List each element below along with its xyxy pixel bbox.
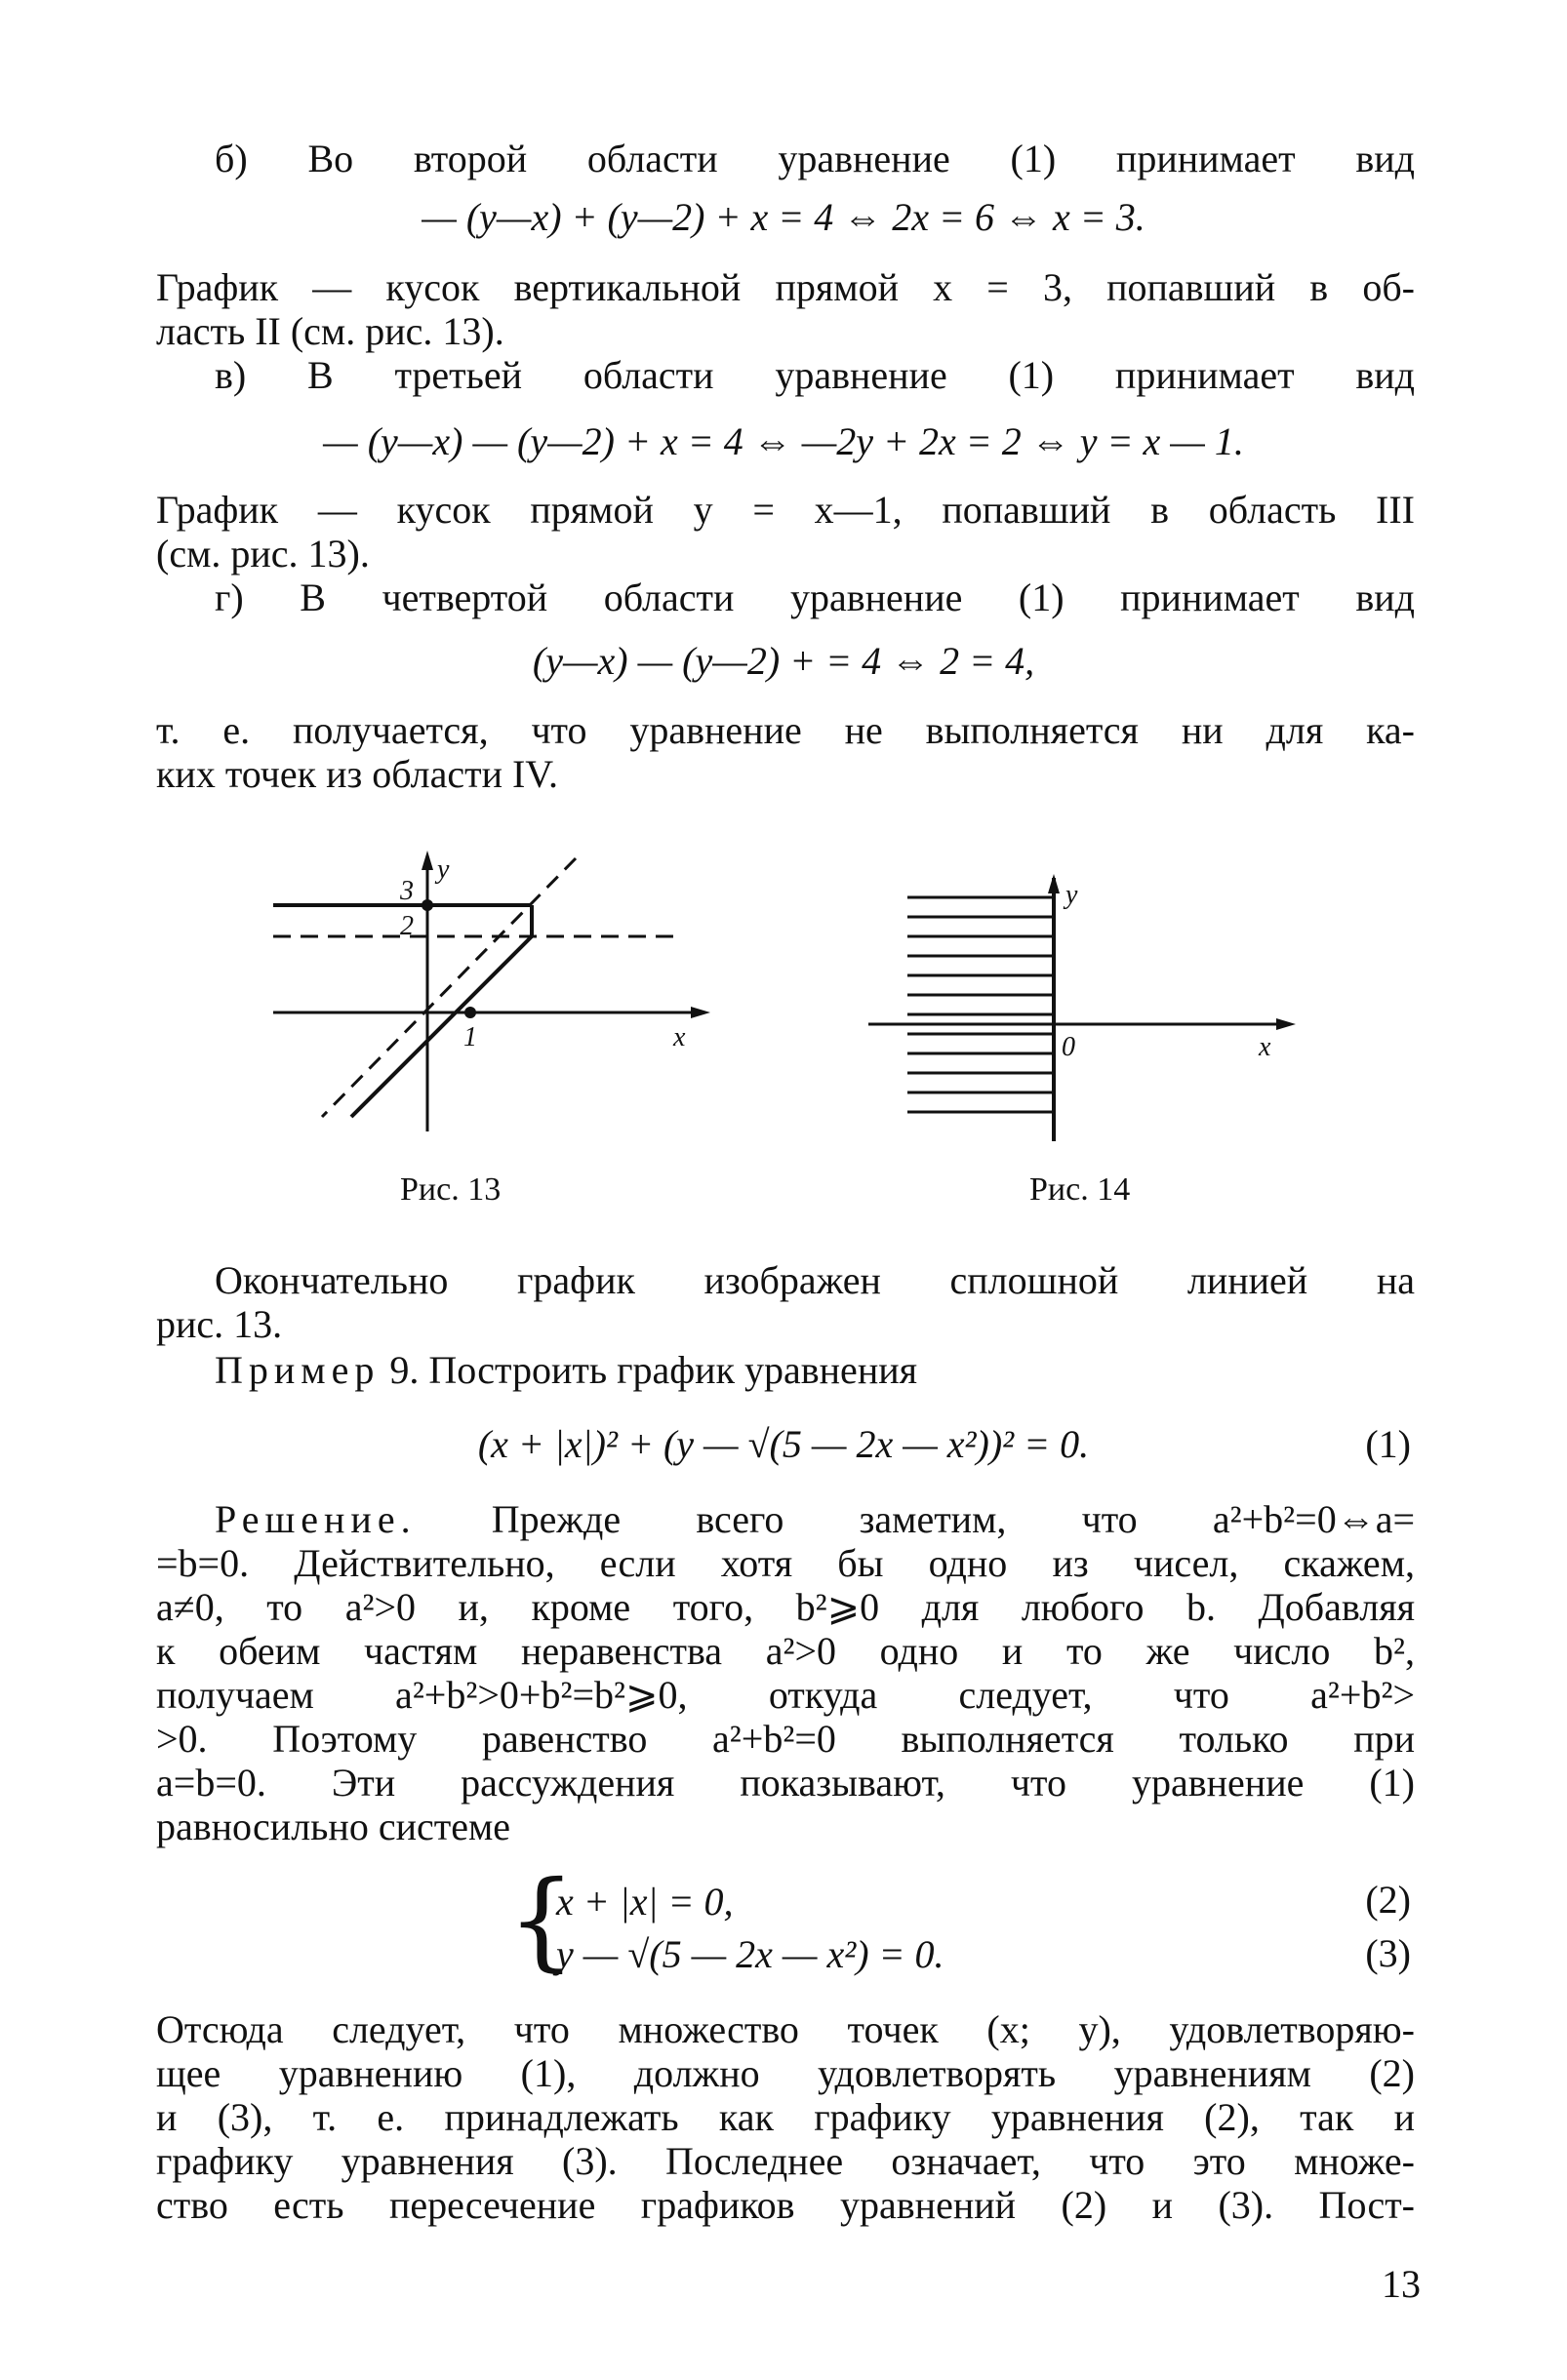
solution-line1-text: Прежде всего заметим, что a²+b²=0⇔a= bbox=[491, 1497, 1416, 1541]
system-equation-2: x + |x| = 0, bbox=[556, 1880, 734, 1924]
fig14-x-arrow bbox=[1276, 1018, 1296, 1030]
final-graph-line2: рис. 13. bbox=[156, 1302, 283, 1346]
item-g-text: г) В четвертой области уравнение (1) принимает вид bbox=[215, 575, 1415, 619]
equation-1: (x + |x|)² + (y — √(5 — 2x — x²))² = 0. bbox=[477, 1422, 1090, 1466]
graph-desc-3-line2: (см. рис. 13). bbox=[156, 532, 370, 575]
graph-desc-2-line2: ласть II (см. рис. 13). bbox=[156, 309, 504, 353]
solution-line8: равносильно системе bbox=[156, 1805, 511, 1848]
conclusion-4-line2: ких точек из области IV. bbox=[156, 752, 559, 796]
system-brace: { bbox=[507, 1857, 576, 1982]
fig13-dashed-diagonal bbox=[322, 858, 576, 1117]
formula-region-2: — (y—x) + (y—2) + x = 4 ⇔ 2x = 6 ⇔ x = 3. bbox=[422, 195, 1145, 239]
solution-line1 bbox=[215, 1497, 1415, 1541]
formula-region-4: (y—x) — (y—2) + = 4 ⇔ 2 = 4, bbox=[532, 639, 1035, 683]
formula-region-3: — (y—x) — (y—2) + x = 4 ⇔ —2y + 2x = 2 ⇔ y = x — 1. bbox=[323, 419, 1244, 463]
fig13-y-arrow bbox=[422, 851, 433, 870]
fig13-y-label: y bbox=[437, 854, 450, 885]
solution-label: Решение. bbox=[215, 1497, 417, 1541]
fig13-tick-2: 2 bbox=[400, 911, 414, 941]
equation-2-number: (2) bbox=[1365, 1878, 1411, 1922]
fig14-y-label: y bbox=[1065, 880, 1078, 910]
example-9-heading bbox=[215, 1348, 1415, 1392]
fig14-y-arrow bbox=[1048, 874, 1060, 893]
figure-14-caption: Рис. 14 bbox=[1029, 1171, 1131, 1208]
closing-line4: графику уравнения (3). Последнее означает, что это множе- bbox=[156, 2139, 1415, 2183]
conclusion-4-line1: т. е. получается, что уравнение не выполняется ни для ка- bbox=[156, 708, 1415, 752]
item-v-text: в) В третьей области уравнение (1) принимает вид bbox=[215, 353, 1415, 397]
fig13-point-1-0 bbox=[464, 1007, 476, 1018]
closing-line2: щее уравнению (1), должно удовлетворять уравнениям (2) bbox=[156, 2051, 1415, 2095]
item-b-text: б) Во второй области уравнение (1) принимает вид bbox=[215, 137, 1415, 180]
solution-line2: =b=0. Действительно, если хотя бы одно из чисел, скажем, bbox=[156, 1541, 1415, 1585]
solution-line7: a=b=0. Эти рассуждения показывают, что уравнение (1) bbox=[156, 1761, 1415, 1805]
equation-1-number: (1) bbox=[1365, 1422, 1411, 1466]
graph-desc-2-line1: График — кусок вертикальной прямой x = 3, попавший в об- bbox=[156, 265, 1415, 309]
fig13-x-label: x bbox=[673, 1022, 686, 1052]
example-label: Пример bbox=[215, 1348, 381, 1392]
solution-line6: >0. Поэтому равенство a²+b²=0 выполняется только при bbox=[156, 1717, 1415, 1761]
figure-13 bbox=[254, 839, 722, 1151]
fig13-line-y-x-1 bbox=[351, 936, 532, 1117]
fig13-point-0-3 bbox=[422, 899, 433, 911]
closing-line5: ство есть пересечение графиков уравнений (2) и (3). Пост- bbox=[156, 2183, 1415, 2227]
closing-line3: и (3), т. е. принадлежать как графику уравнения (2), так и bbox=[156, 2095, 1415, 2139]
example-text: 9. Построить график уравнения bbox=[389, 1348, 918, 1392]
fig14-origin-label: 0 bbox=[1062, 1032, 1075, 1062]
fig13-tick-3: 3 bbox=[400, 876, 414, 906]
figure-14 bbox=[859, 868, 1307, 1151]
fig14-x-label: x bbox=[1259, 1032, 1271, 1062]
equation-system bbox=[507, 1857, 1093, 1982]
solution-line5: получаем a²+b²>0+b²=b²⩾0, откуда следует, что a²+b²> bbox=[156, 1673, 1415, 1717]
system-equation-3: y — √(5 — 2x — x²) = 0. bbox=[556, 1932, 944, 1976]
graph-desc-3-line1: График — кусок прямой y = x—1, попавший в область III bbox=[156, 488, 1415, 532]
fig13-tick-1: 1 bbox=[463, 1022, 477, 1052]
fig14-hatched-region bbox=[907, 897, 1054, 1112]
closing-line1: Отсюда следует, что множество точек (x; y), удовлетворяю- bbox=[156, 2007, 1415, 2051]
fig13-x-arrow bbox=[691, 1007, 710, 1018]
solution-line3: a≠0, то a²>0 и, кроме того, b²⩾0 для любого b. Добавляя bbox=[156, 1585, 1415, 1629]
equation-3-number: (3) bbox=[1365, 1931, 1411, 1975]
page-number: 13 bbox=[1382, 2262, 1421, 2306]
solution-line4: к обеим частям неравенства a²>0 одно и то же число b², bbox=[156, 1629, 1415, 1673]
figure-13-caption: Рис. 13 bbox=[400, 1171, 502, 1208]
final-graph-line1: Окончательно график изображен сплошной линией на bbox=[215, 1258, 1415, 1302]
